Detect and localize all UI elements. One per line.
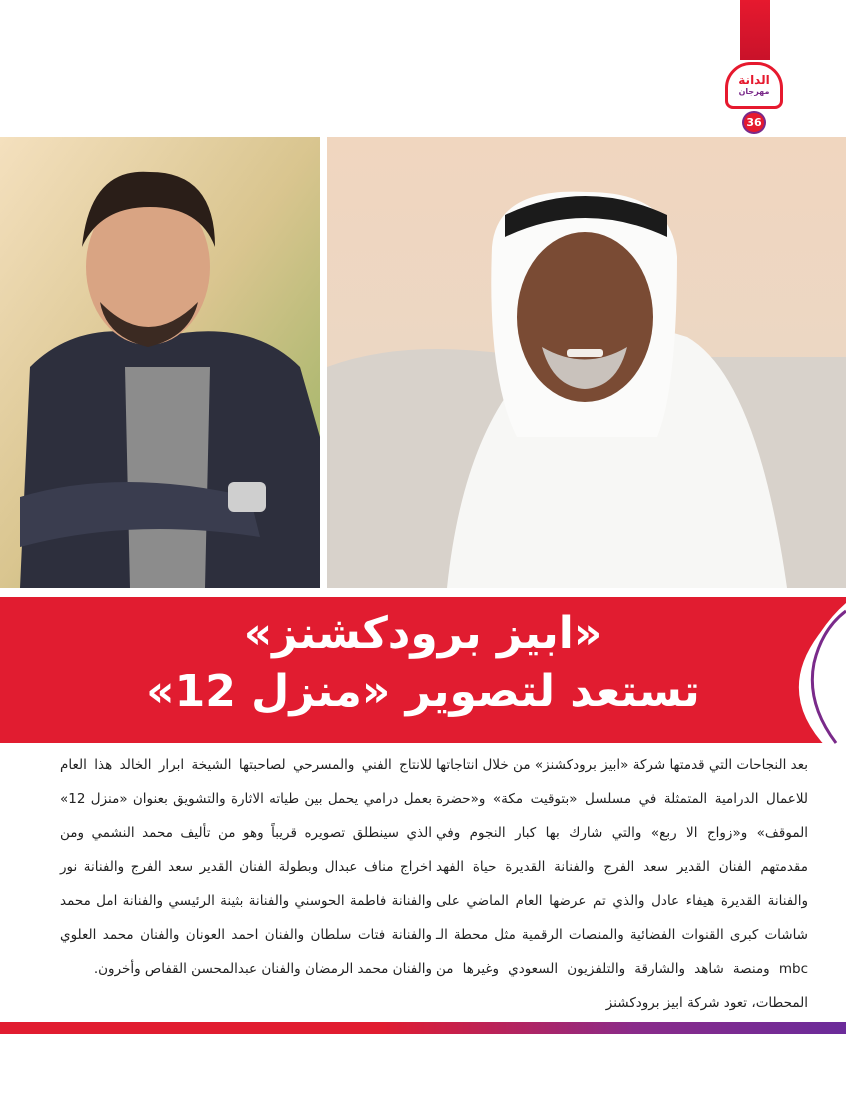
article-text-left: للانتاج الفني والمسرحي لصاحبتها الشيخة ابرار الخالد هذا العام بعمل درامي يحمل بين طياته الاثارة والتشويق بعنوان «منزل 12» الذي سينطلق تصويره قريباً وهو من تأليف محمد النشمي ومن اخراج مناف عبدال وبطولة الفنان القدير سعد الفرج والفنانة نور والفنانة فاطمة الحوسني والفنانة بثينة الرئيسي والفنانة امل محمد والفنانة فتات سلطان والفنان احمد العونان والفنان محمد العلوي والفنان محمد الرمضان والفنان عبدالمحسن القفاص وأخرون.: [60, 757, 432, 977]
headline-line-1: «ابيز برودكشنز»: [243, 608, 603, 659]
page-number: 36: [742, 111, 766, 134]
top-ribbon: [740, 0, 770, 60]
photo-young-man: [0, 137, 320, 588]
article-column-right: [436, 748, 808, 1020]
photo-elder-man: [327, 137, 846, 588]
badge-shape: [725, 62, 783, 109]
article-text-right: بعد النجاحات التي قدمتها شركة «ابيز برودكشنز» من خلال انتاجاتها للاعمال الدرامية المتمثلة في مسلسل «بتوقيت مكة» و«حضرة الموقف» و«زواج الا ربع» والتي شارك بها كبار النجوم وفي مقدمتهم الفنان القدير سعد الفرج والفنانة القديرة حياة الفهد والفنانة القديرة هيفاء عادل والذي تم عرضها العام الماضي على شاشات كبرى القنوات الفضائية والمنصات الرقمية مثل محطة الـ mbc ومنصة شاهد والشارقة والتلفزيون السعودي وغيرها من المحطات، تعود شركة ابيز برودكشنز: [436, 757, 808, 1011]
article-headline: [0, 606, 846, 722]
badge-subtitle: مهرجان: [738, 86, 770, 96]
portrait-elder-illustration: [327, 137, 846, 588]
bottom-stripe: [0, 1022, 846, 1034]
portrait-man-illustration: [0, 137, 320, 588]
article-column-left: [60, 748, 432, 986]
magazine-logo: الدانة: [738, 72, 770, 87]
headline-line-2: تستعد لتصوير «منزل 12»: [146, 666, 700, 717]
magazine-badge: [722, 62, 786, 134]
